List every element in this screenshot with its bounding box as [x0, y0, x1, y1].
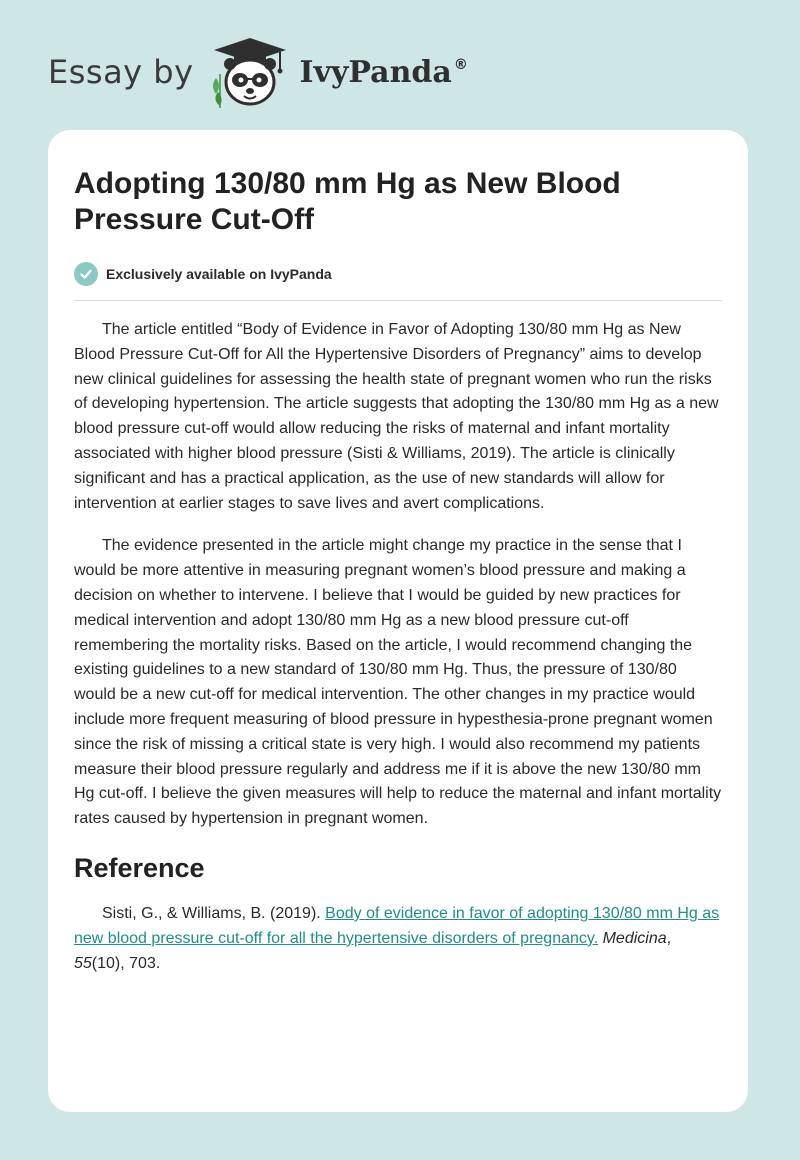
reference-authors: Sisti, G., & Williams, B. (2019).: [102, 904, 326, 922]
exclusive-label: Exclusively available on IvyPanda: [106, 266, 332, 282]
reference-journal: Medicina: [602, 929, 667, 947]
essay-title: Adopting 130/80 mm Hg as New Blood Pressure Cut-Off: [74, 167, 621, 236]
essay-card: [48, 130, 748, 1112]
reference-entry: [74, 902, 722, 976]
reference-link[interactable]: Body of evidence in favor of adopting 130/80 mm Hg as new blood pressure cut-off for all the hypertensive disorders of pregnancy.: [74, 904, 720, 947]
reference-volume: 55: [74, 954, 92, 972]
site-header: [48, 32, 468, 112]
exclusive-badge: [74, 262, 722, 301]
registered-mark: ®: [453, 56, 468, 73]
reference-heading: Reference: [74, 852, 205, 883]
brand-text: IvyPanda: [299, 54, 452, 90]
brand-name[interactable]: [300, 55, 468, 90]
reference-issue-pages: (10), 703.: [91, 954, 161, 972]
panda-logo-icon[interactable]: [208, 34, 292, 110]
reference-separator: ,: [666, 929, 672, 947]
body-paragraph-2: The evidence presented in the article might change my practice in the sense that I would be more attentive in measuring pregnant women’s blood pressure and making a decision on whether to intervene. I believe that I would be guided by new practices for medical intervention and adopt 130/80 mm Hg as a new blood pressure cut-off remembering the mortality risks. Based on the article, I would recommend changing the existing guidelines to a new standard of 130/80 mm Hg. Thus, the pressure of 130/80 would be a new cut-off for medical intervention. The other changes in my practice would include more frequent measuring of blood pressure in hypesthesia-prone pregnant women since the risk of missing a critical state is very high. I would also recommend my patients measure their blood pressure regularly and address me if it is above the new 130/80 mm Hg cut-off. I believe the given measures will help to reduce the maternal and infant mortality rates caused by hypertension in pregnant women.: [74, 537, 722, 828]
check-circle-icon: [74, 262, 98, 286]
body-paragraph-1: The article entitled “Body of Evidence in Favor of Adopting 130/80 mm Hg as New Blood Pressure Cut-Off for All the Hypertensive Disorders of Pregnancy” aims to develop new clinical guidelines for assessing the health state of pregnant women who run the risks of developing hypertension. The article suggests that adopting the 130/80 mm Hg as a new blood pressure cut-off would allow reducing the risks of maternal and infant mortality associated with higher blood pressure (Sisti & Williams, 2019). The article is clinically significant and has a practical application, as the use of new standards will allow for intervention at earlier stages to save lives and avert complications.: [74, 321, 719, 512]
essay-by-label: Essay by: [48, 53, 194, 91]
